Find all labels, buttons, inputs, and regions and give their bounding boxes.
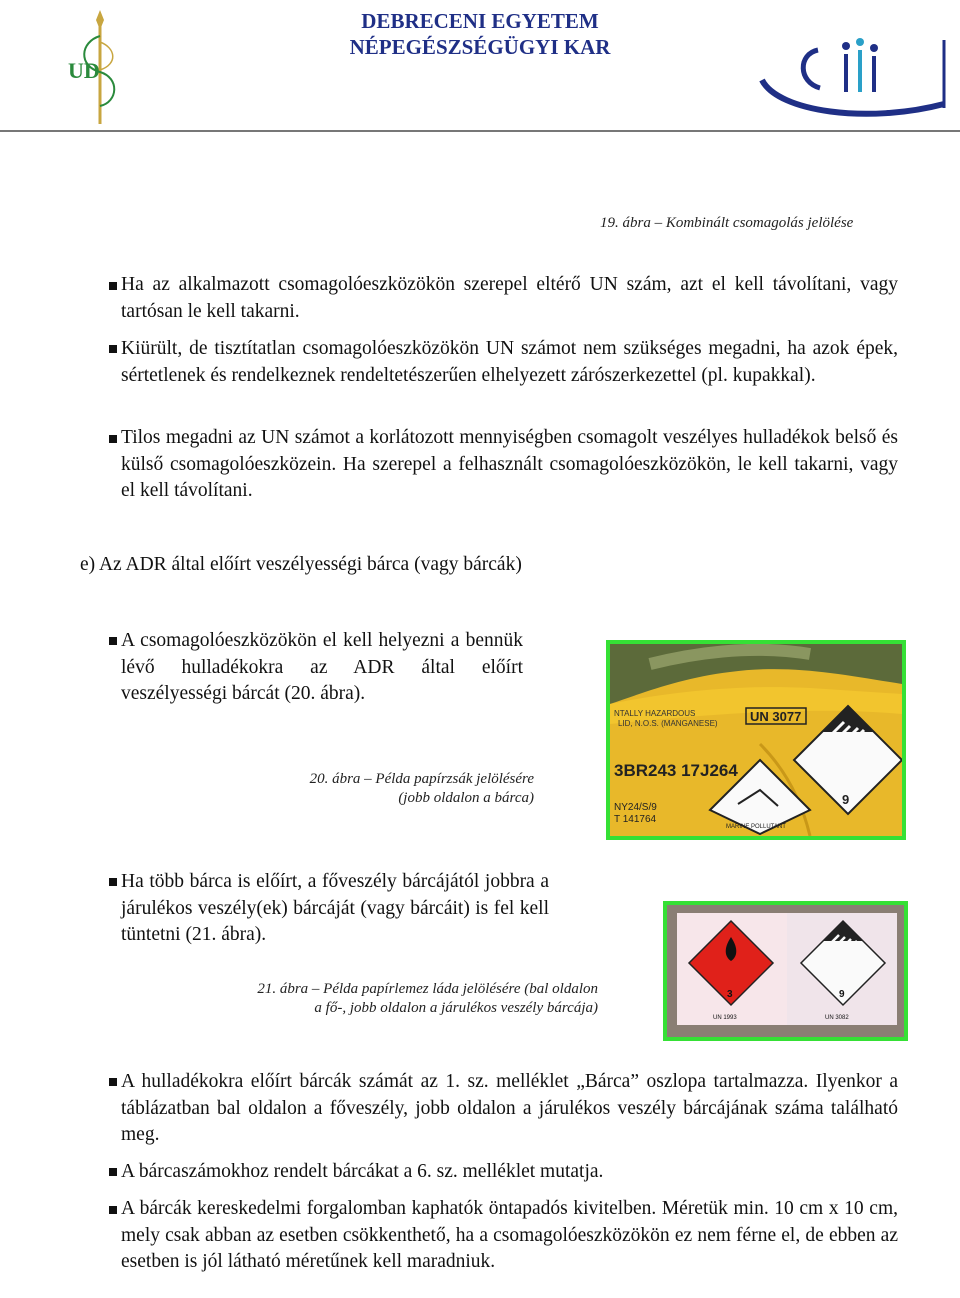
bag-text-tally: NTALLY HAZARDOUS bbox=[614, 709, 696, 718]
figure-21-image bbox=[663, 901, 908, 1041]
figure-21-caption-line-1: 21. ábra – Példa papírlemez láda jelölésére (bal oldalon bbox=[257, 981, 598, 997]
marine-pollutant-text: MARINE POLLUTANT bbox=[726, 824, 786, 830]
bullet-icon bbox=[109, 435, 117, 443]
bag-text-small2: T 141764 bbox=[614, 814, 657, 825]
figure-20-caption bbox=[270, 770, 534, 808]
header-line-2: NÉPEGÉSZSÉGÜGYI KAR bbox=[349, 35, 611, 59]
bullet-icon bbox=[109, 345, 117, 353]
bag-text-un: UN 3077 bbox=[750, 709, 802, 724]
bag-text-nos: LID, N.O.S. (MANGANESE) bbox=[618, 719, 718, 728]
bullet-text-un-removal: Ha az alkalmazott csomagolóeszközökön szerepel eltérő UN szám, azt el kell távolítani, vagy tartósan le kell takarni. bbox=[121, 274, 898, 322]
bullet-text-label-required: A csomagolóeszközökön el kell helyezni a bennük lévő hulladékokra az ADR által előírt veszélyességi bárcát (20. ábra). bbox=[121, 630, 523, 704]
misc-class-number: 9 bbox=[839, 989, 845, 1000]
logo-text: UD bbox=[68, 58, 100, 83]
faculty-logo bbox=[758, 32, 950, 122]
bullet-icon bbox=[109, 1168, 117, 1176]
bullet-text-label-size: A bárcák kereskedelmi forgalomban kaphatók öntapadós kivitelben. Méretük min. 10 cm x 10 cm, mely csak abban az esetben csökkenthető, ha a csomagolóeszközökön ez nem férne el, de ebben az esetben is jól látható méretűnek kell maradniuk. bbox=[121, 1198, 898, 1272]
bullet-text-annex-1: A hulladékokra előírt bárcák számát az 1. sz. melléklet „Bárca” oszlopa tartalmazza. Ilyenkor a táblázatban bal oldalon a főveszély, jobb oldalon a járulékos veszély bárcájának száma található meg. bbox=[121, 1071, 898, 1145]
figure-20-caption-line-2: (jobb oldalon a bárca) bbox=[398, 790, 534, 806]
bullet-icon bbox=[109, 637, 117, 645]
bullet-icon bbox=[109, 1078, 117, 1086]
figure-20-image bbox=[606, 640, 906, 840]
header-divider bbox=[0, 130, 960, 132]
header-line-1: DEBRECENI EGYETEM bbox=[361, 9, 599, 33]
figure-21-caption bbox=[200, 980, 598, 1018]
bullet-icon bbox=[109, 282, 117, 290]
un-number-left: UN 1993 bbox=[713, 1015, 737, 1021]
hazard-class-number: 9 bbox=[842, 792, 850, 807]
bullet-text-annex-6: A bárcaszámokhoz rendelt bárcákat a 6. sz. melléklet mutatja. bbox=[121, 1161, 604, 1182]
bag-text-small: NY24/S/9 bbox=[614, 802, 657, 813]
figure-21-caption-line-2: a fő-, jobb oldalon a járulékos veszély bárcája) bbox=[314, 1000, 598, 1016]
section-e-heading: e) Az ADR által előírt veszélyességi bárca (vagy bárcák) bbox=[80, 554, 522, 575]
bag-text-code: 3BR243 17J264 bbox=[614, 761, 738, 780]
un-number-right: UN 3082 bbox=[825, 1015, 849, 1021]
flammable-class-number: 3 bbox=[727, 989, 733, 1000]
figure-19-caption: 19. ábra – Kombinált csomagolás jelölése bbox=[600, 215, 854, 231]
university-logo bbox=[60, 6, 130, 128]
page-header-title bbox=[300, 8, 660, 60]
bullet-icon bbox=[109, 1206, 117, 1214]
bullet-text-empty-packaging: Kiürült, de tisztítatlan csomagolóeszközökön UN számot nem szükséges megadni, ha azok épek, sértetlenek és rendelkeznek rendeltetészerűen elhelyezett zárószerkezettel (pl. kupakkal). bbox=[121, 338, 898, 386]
bullet-icon bbox=[109, 878, 117, 886]
bullet-text-multiple-labels: Ha több bárca is előírt, a főveszély bárcájától jobbra a járulékos veszély(ek) bárcáját (vagy bárcáit) is fel kell tüntetni (21. ábra). bbox=[121, 871, 549, 945]
bullet-text-limited-quantity: Tilos megadni az UN számot a korlátozott mennyiségben csomagolt veszélyes hulladékok belső és külső csomagolóeszközein. Ha szerepel a felhasznált csomagolóeszközökön, le kell takarni, vagy el kell távolítani. bbox=[121, 427, 898, 501]
figure-20-caption-line-1: 20. ábra – Példa papírzsák jelölésére bbox=[309, 771, 534, 787]
